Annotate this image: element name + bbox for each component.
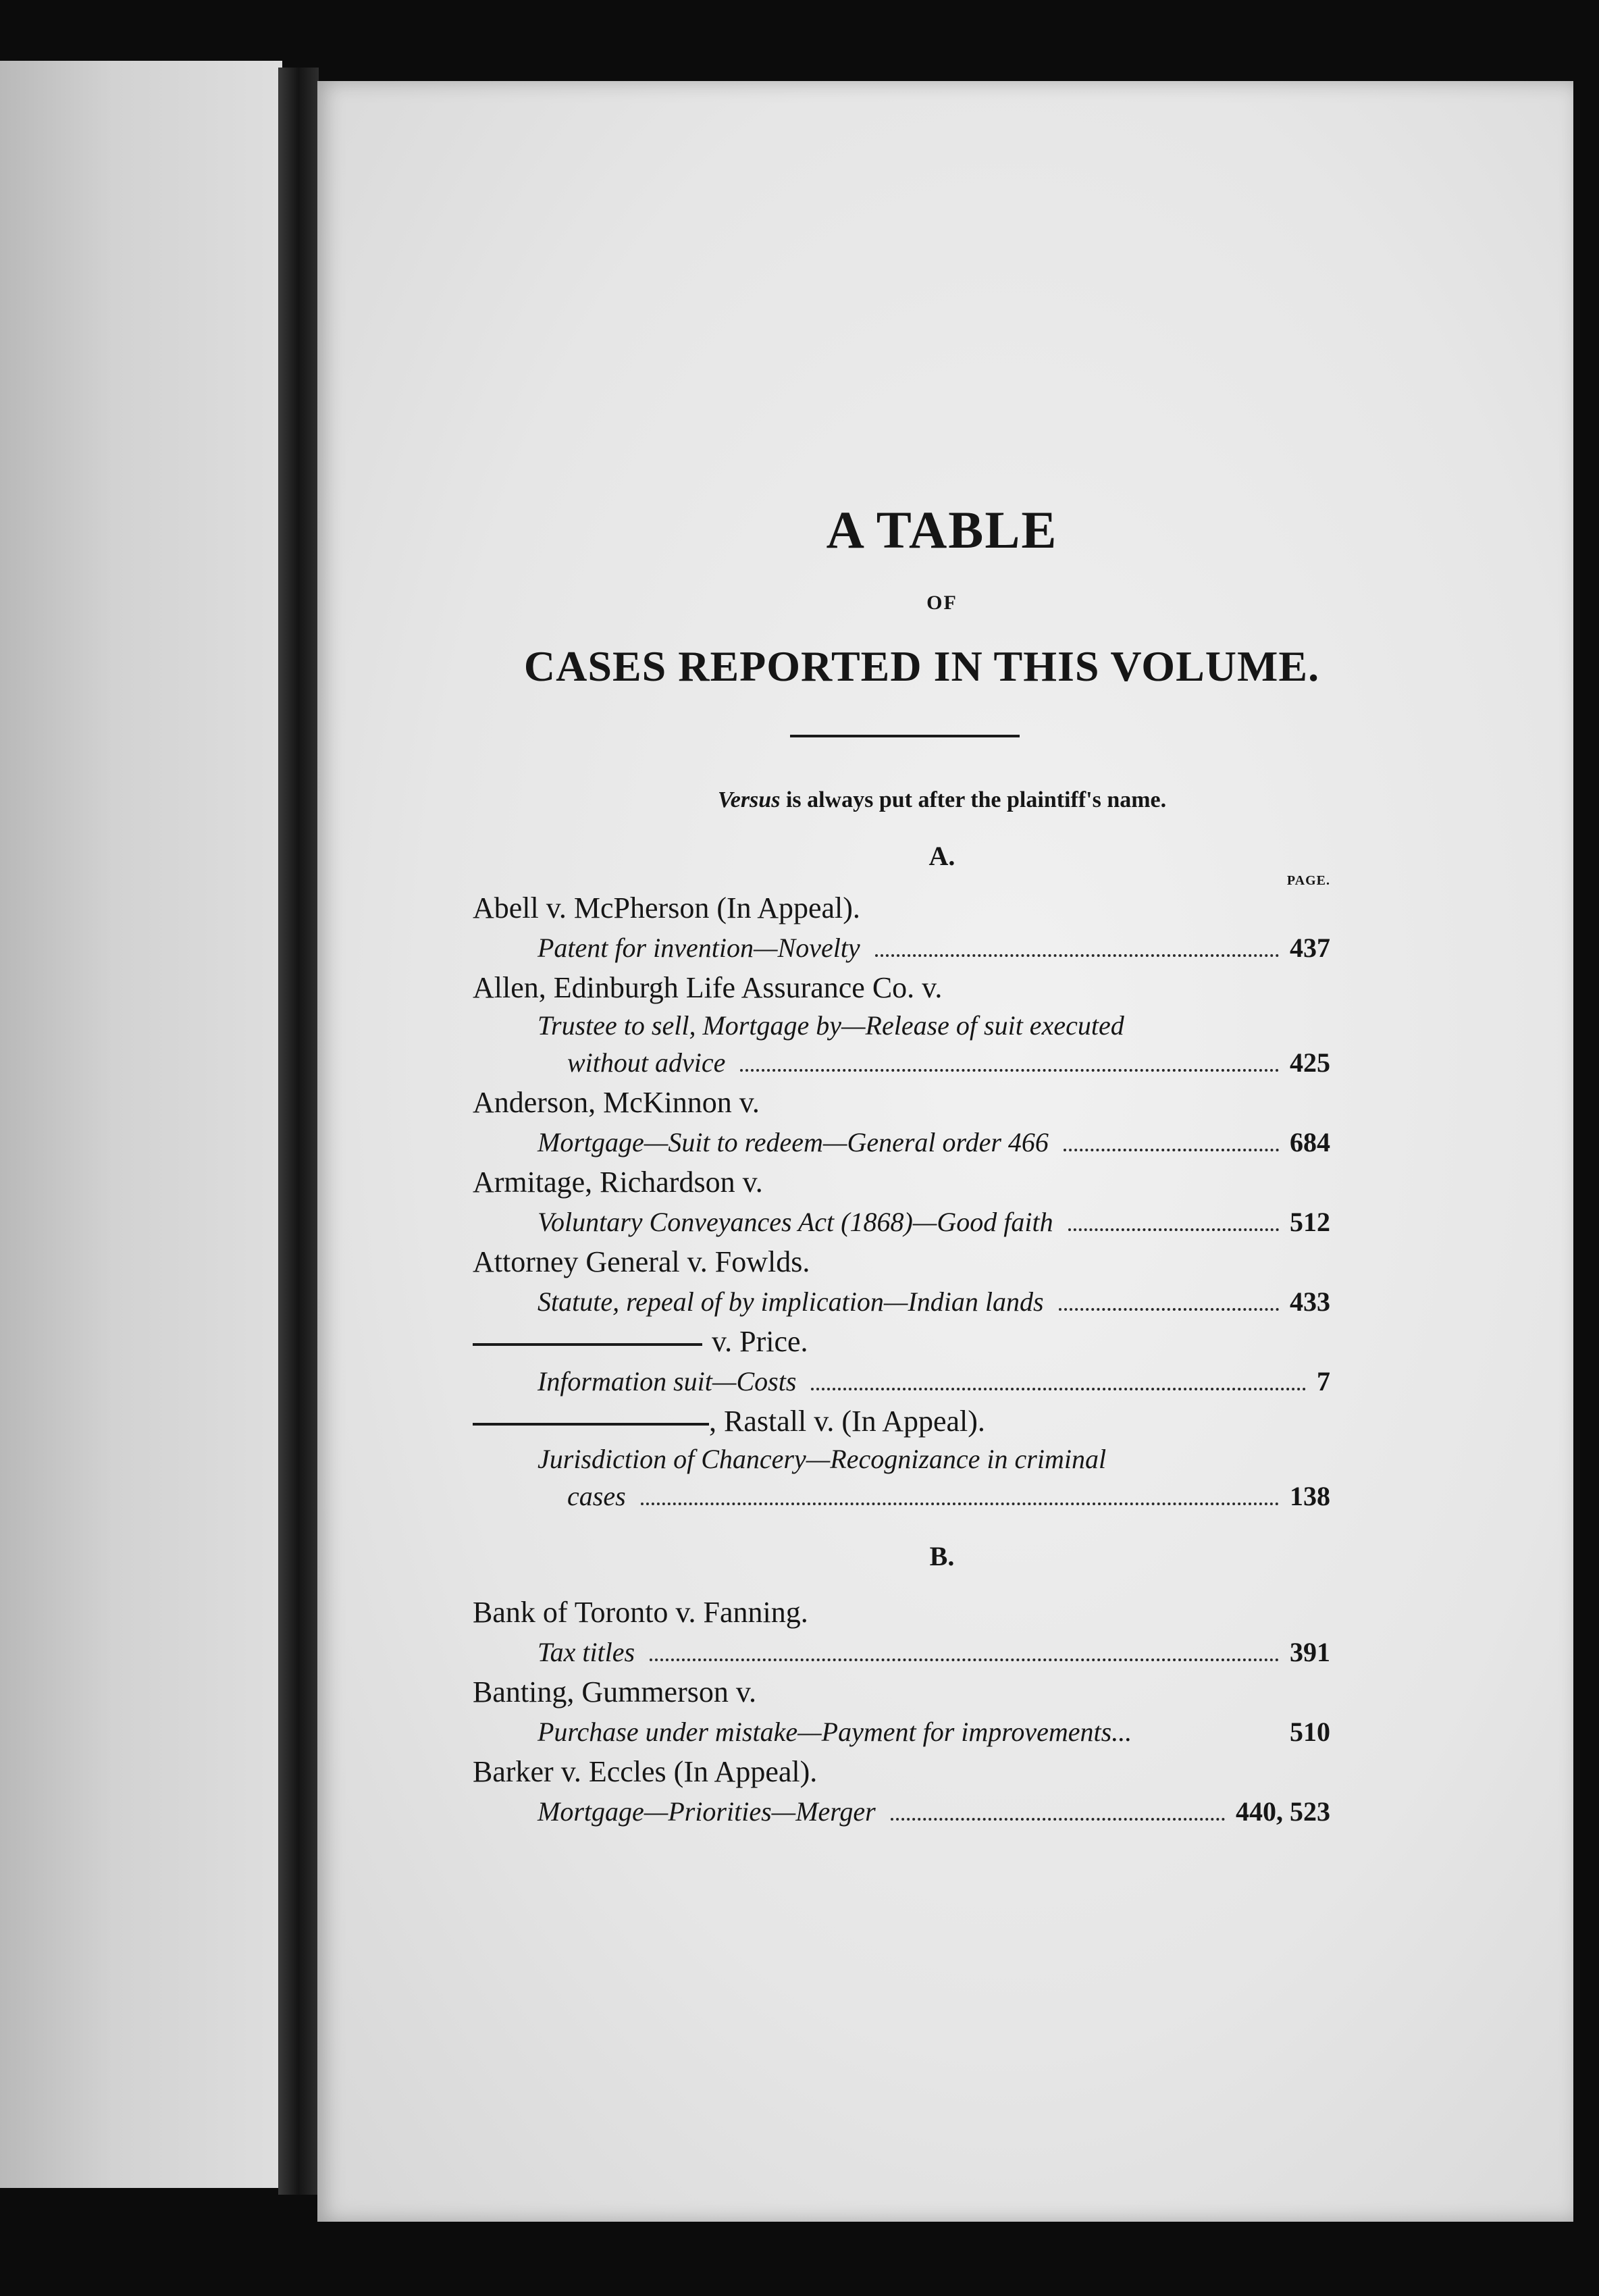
- case-title: Bank of Toronto v. Fanning.: [473, 1596, 808, 1629]
- case-subject: Tax titles: [538, 1637, 635, 1667]
- leader-dots: [1059, 1308, 1279, 1311]
- leader-dots: [1064, 1149, 1279, 1151]
- section-letter-b: B.: [929, 1541, 955, 1571]
- versus-note-text: is always put after the plaintiff's name.: [780, 787, 1167, 812]
- case-subject: Patent for invention—Novelty: [538, 933, 860, 963]
- versus-note: [554, 787, 1330, 813]
- case-subject: Purchase under mistake—Payment for improvements...: [538, 1717, 1132, 1747]
- case-subject: Mortgage—Suit to redeem—General order 466: [538, 1127, 1049, 1157]
- versus-note-italic: Versus: [717, 787, 781, 812]
- case-title: Barker v. Eccles (In Appeal).: [473, 1755, 818, 1788]
- case-title: Anderson, McKinnon v.: [473, 1086, 760, 1119]
- case-page-number: 510: [1290, 1717, 1330, 1747]
- case-page-number: 440, 523: [1236, 1796, 1330, 1827]
- case-title-ditto: [473, 1322, 1330, 1362]
- case-subject-line: [473, 1477, 1330, 1516]
- section-letter-a: A.: [928, 841, 955, 871]
- case-title-text: , Rastall v. (In Appeal).: [709, 1405, 985, 1438]
- leader-dots: [891, 1818, 1225, 1821]
- case-page-number: 391: [1290, 1637, 1330, 1667]
- case-subject-first-line: Jurisdiction of Chancery—Recognizance in criminal: [538, 1444, 1107, 1474]
- case-page-number: 138: [1290, 1481, 1330, 1511]
- case-subject-line: [473, 1713, 1330, 1752]
- page-column-header: PAGE.: [1286, 873, 1330, 888]
- leader-dots: [811, 1388, 1306, 1390]
- case-subject: cases: [567, 1481, 626, 1511]
- title-connector: OF: [926, 592, 958, 614]
- page-subtitle: CASES REPORTED IN THIS VOLUME.: [523, 642, 1320, 690]
- left-page-edge: [0, 61, 282, 2188]
- case-subject-line: [473, 1123, 1330, 1162]
- case-title: Armitage, Richardson v.: [473, 1166, 763, 1199]
- case-subject-first-line: Trustee to sell, Mortgage by—Release of suit executed: [538, 1010, 1124, 1041]
- case-page-number: 425: [1290, 1047, 1330, 1078]
- table-of-cases: [473, 500, 1330, 1831]
- case-subject: Statute, repeal of by implication—Indian lands: [538, 1286, 1044, 1317]
- leader-gap: [1134, 1738, 1279, 1741]
- case-subject-line: [473, 1043, 1330, 1082]
- case-title: Allen, Edinburgh Life Assurance Co. v.: [473, 971, 943, 1004]
- case-title: Abell v. McPherson (In Appeal).: [473, 891, 860, 924]
- case-subject-line: [473, 1203, 1330, 1242]
- case-subject: Mortgage—Priorities—Merger: [538, 1796, 876, 1827]
- leader-dots: [650, 1659, 1279, 1661]
- leader-dots: [740, 1069, 1279, 1072]
- case-page-number: 433: [1290, 1286, 1330, 1317]
- case-page-number: 512: [1290, 1207, 1330, 1237]
- case-subject: Voluntary Conveyances Act (1868)—Good faith: [538, 1207, 1053, 1237]
- case-title-text: v. Price.: [712, 1325, 808, 1358]
- case-subject-line: [473, 1362, 1330, 1401]
- page-title: A TABLE: [826, 500, 1058, 559]
- case-page-number: 437: [1290, 933, 1330, 963]
- case-page-number: 7: [1317, 1366, 1330, 1397]
- case-subject: Information suit—Costs: [538, 1366, 797, 1397]
- case-subject-line: [473, 1282, 1330, 1322]
- divider-rule: [790, 735, 1020, 737]
- case-title: Attorney General v. Fowlds.: [473, 1245, 810, 1278]
- case-title: Banting, Gummerson v.: [473, 1675, 756, 1708]
- case-subject: without advice: [567, 1047, 726, 1078]
- ditto-rule: [473, 1423, 709, 1426]
- book-spine-shadow: [278, 68, 319, 2195]
- case-page-number: 684: [1290, 1127, 1330, 1157]
- case-subject-line: [473, 1633, 1330, 1672]
- case-title-ditto: [473, 1401, 1330, 1442]
- case-subject-line: [473, 929, 1330, 968]
- leader-dots: [875, 954, 1279, 957]
- leader-dots: [1068, 1228, 1279, 1231]
- leader-dots: [641, 1503, 1279, 1505]
- ditto-rule: [473, 1343, 702, 1346]
- case-subject-line: [473, 1792, 1330, 1831]
